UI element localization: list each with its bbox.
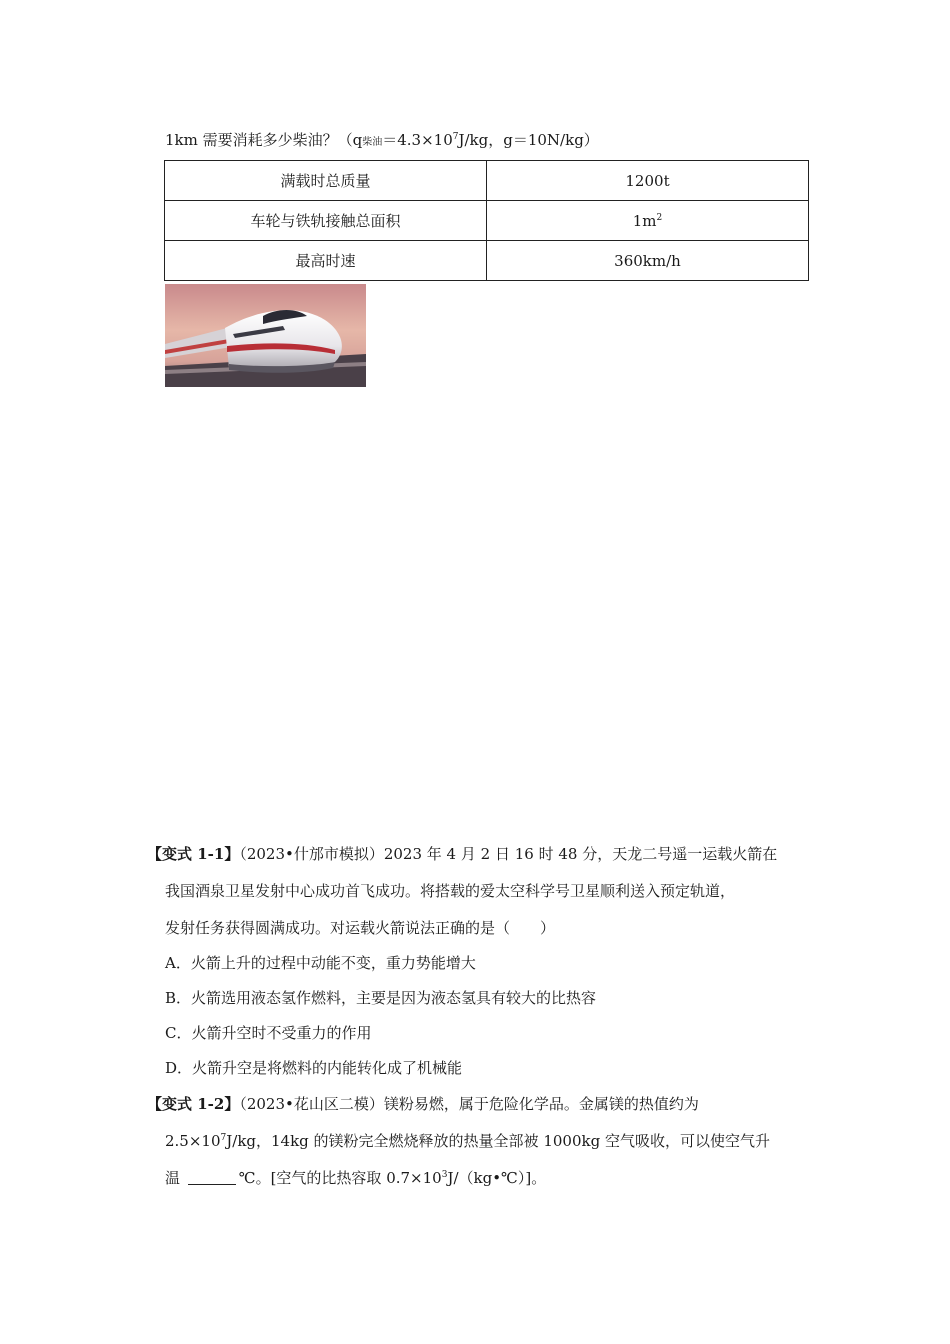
subscript-diesel: 柴油 <box>362 137 383 148</box>
question-tail: 1km 需要消耗多少柴油？（q柴油$=4.3\times 10^7J/kg$，g＝10N/kg） <box>165 131 599 149</box>
answer-blank[interactable] <box>188 1170 236 1185</box>
table-row <box>165 201 809 241</box>
variant-1-2-line2: $2.5\times 10^7J/kg$，14kg 的镁粉完全燃烧释放的热量全部被 1000kg 空气吸收，可以使空气升 <box>165 1132 770 1150</box>
row-label: 最高时速 <box>165 241 487 281</box>
row-value: 360km/h <box>487 241 809 281</box>
variant-tag: 【变式 1-1】 <box>147 845 240 863</box>
row-value: $1m^2$ <box>487 201 809 241</box>
variant-1-1-line1: 【变式 1-1】（2023•什邡市模拟）2023 年 4 月 2 日 16 时 48 分，天龙二号遥一运载火箭在 <box>147 845 778 863</box>
high-speed-train-image <box>165 284 366 387</box>
variant-1-1-line2: 我国酒泉卫星发射中心成功首飞成功。将搭载的爱太空科学号卫星顺利送入预定轨道， <box>165 882 736 900</box>
row-value: 1200t <box>487 161 809 201</box>
table-row <box>165 241 809 281</box>
option-b: B．火箭选用液态氢作燃料，主要是因为液态氢具有较大的比热容 <box>165 989 597 1007</box>
row-label: 满载时总质量 <box>165 161 487 201</box>
option-a: A．火箭上升的过程中动能不变，重力势能增大 <box>165 954 476 972</box>
variant-tag: 【变式 1-2】 <box>147 1095 240 1113</box>
row-label: 车轮与铁轨接触总面积 <box>165 201 487 241</box>
variant-1-2-line1: 【变式 1-2】（2023•花山区二模）镁粉易燃，属于危险化学品。金属镁的热值约为 <box>147 1095 699 1113</box>
option-c: C．火箭升空时不受重力的作用 <box>165 1024 372 1042</box>
variant-1-2-line3: 温 ℃。[空气的比热容取 $0.7\times 10^3J/(kg•℃)$]。 <box>165 1169 547 1187</box>
variant-1-1-line3: 发射任务获得圆满成功。对运载火箭说法正确的是（ ） <box>165 919 556 937</box>
option-d: D．火箭升空是将燃料的内能转化成了机械能 <box>165 1059 463 1077</box>
table-row <box>165 161 809 201</box>
spec-table <box>164 160 809 281</box>
